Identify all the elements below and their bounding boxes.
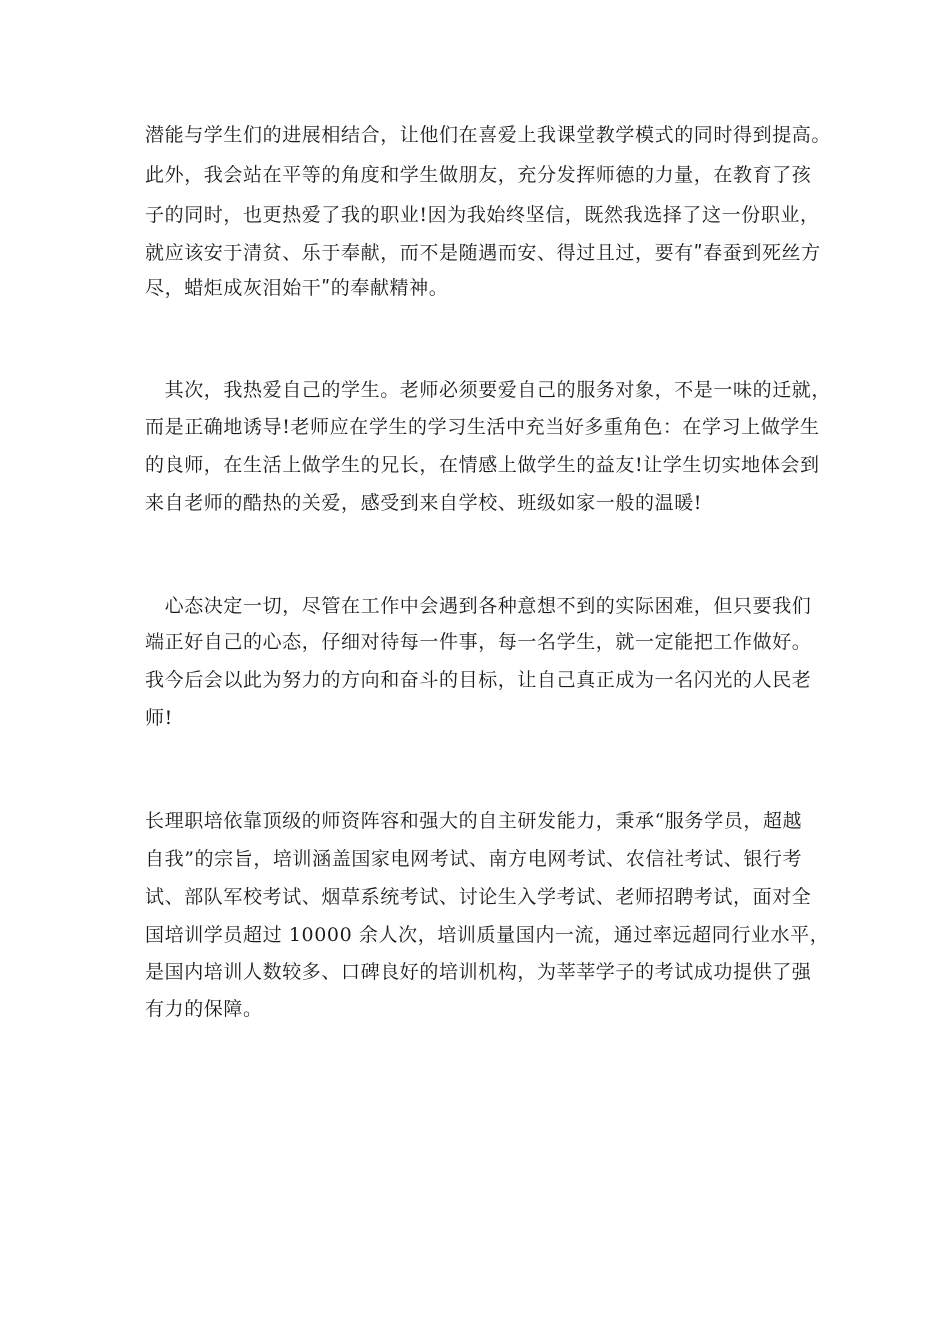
paragraph-4-line-3: 试、部队军校考试、烟草系统考试、讨论生入学考试、老师招聘考试，面对全 xyxy=(145,886,812,908)
paragraph-1-line-1: 潜能与学生们的进展相结合，让他们在喜爱上我课堂教学模式的同时得到提高。 xyxy=(145,124,832,146)
paragraph-2-line-2: 而是正确地诱导!老师应在学生的学习生活中充当好多重角色：在学习上做学生 xyxy=(145,416,820,438)
paragraph-3-line-3: 我今后会以此为努力的方向和奋斗的目标，让自己真正成为一名闪光的人民老 xyxy=(145,669,812,691)
paragraph-2-line-3: 的良师，在生活上做学生的兄长，在情感上做学生的益友!让学生切实地体会到 xyxy=(145,454,820,476)
paragraph-1-line-5: 尽，蜡炬成灰泪始干ʺ的奉献精神。 xyxy=(145,277,449,299)
paragraph-2-line-1: 其次，我热爱自己的学生。老师必须要爱自己的服务对象，不是一味的迁就， xyxy=(145,379,832,401)
paragraph-3-line-1: 心态决定一切，尽管在工作中会遇到各种意想不到的实际困难，但只要我们 xyxy=(145,595,812,617)
paragraph-1-line-2: 此外，我会站在平等的角度和学生做朋友，充分发挥师德的力量，在教育了孩 xyxy=(145,164,812,186)
paragraph-4-line-6: 有力的保障。 xyxy=(145,998,263,1020)
paragraph-4-line-1: 长理职培依靠顶级的师资阵容和强大的自主研发能力，秉承“服务学员，超越 xyxy=(145,810,803,832)
paragraph-2-line-4: 来自老师的酷热的关爱，感受到来自学校、班级如家一般的温暖! xyxy=(145,492,703,514)
paragraph-1-line-3: 子的同时，也更热爱了我的职业!因为我始终坚信，既然我选择了这一份职业， xyxy=(145,204,820,226)
paragraph-4-line-5: 是国内培训人数较多、口碑良好的培训机构，为莘莘学子的考试成功提供了强 xyxy=(145,961,812,983)
paragraph-3-line-2: 端正好自己的心态，仔细对待每一件事，每一名学生，就一定能把工作做好。 xyxy=(145,631,812,653)
paragraph-4-line-2: 自我”的宗旨，培训涵盖国家电网考试、南方电网考试、农信社考试、银行考 xyxy=(145,848,803,870)
paragraph-3-line-4: 师! xyxy=(145,707,173,729)
paragraph-1-line-4: 就应该安于清贫、乐于奉献，而不是随遇而安、得过且过，要有ʺ春蚕到死丝方 xyxy=(145,242,821,264)
paragraph-4-line-4: 国培训学员超过 10000 余人次，培训质量国内一流，通过率远超同行业水平， xyxy=(145,924,830,946)
